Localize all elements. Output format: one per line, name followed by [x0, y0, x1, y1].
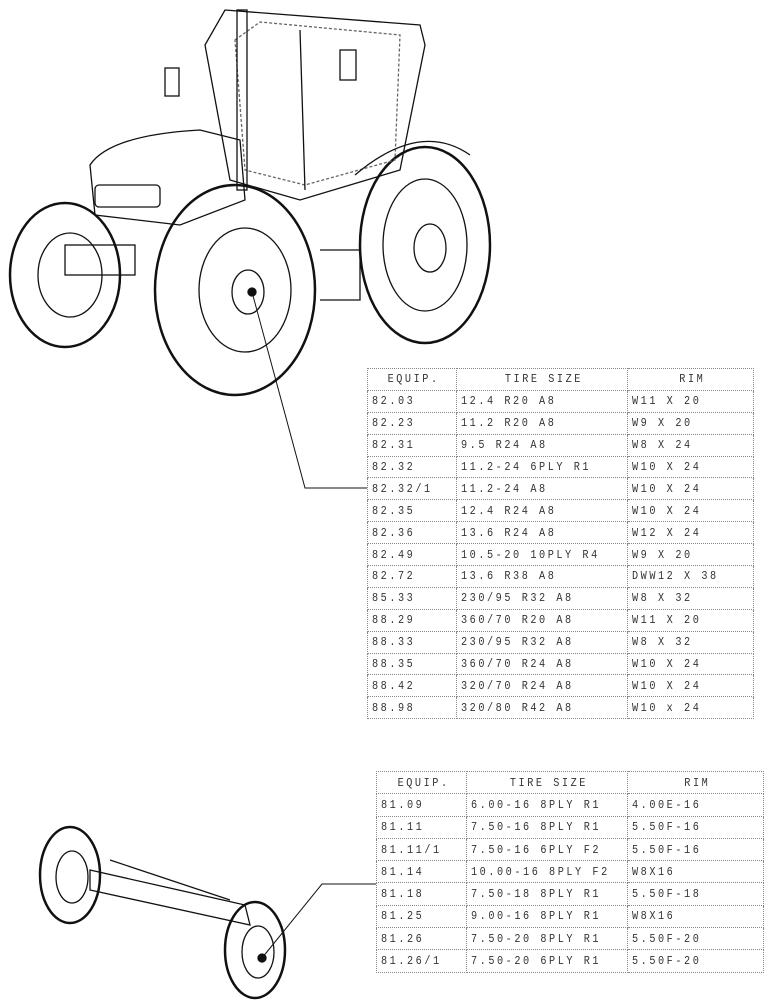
cell-text: TIRE SIZE	[509, 775, 589, 790]
cell-text: 82.36	[372, 525, 416, 540]
equip-cell	[368, 544, 457, 566]
cell-text: DWW12 X 38	[632, 569, 719, 584]
table-row	[368, 500, 754, 522]
cell-text: W10 X 24	[632, 678, 702, 693]
tire-size-cell	[467, 905, 628, 927]
table-row	[368, 390, 754, 412]
table-row	[368, 478, 754, 500]
cell-text: W8 X 32	[632, 591, 693, 606]
rim-cell	[628, 675, 754, 697]
cell-text: 320/70 R24 A8	[461, 678, 574, 693]
table-row	[377, 883, 764, 905]
rim-cell	[628, 412, 754, 434]
equip-cell	[368, 478, 457, 500]
rim-cell	[628, 631, 754, 653]
rim-cell	[628, 905, 764, 927]
equip-cell	[377, 772, 467, 794]
rim-cell	[628, 369, 754, 391]
rim-cell	[628, 609, 754, 631]
tire-size-cell	[467, 928, 628, 950]
cell-text: 10.5-20 10PLY R4	[461, 547, 600, 562]
cell-text: 81.25	[381, 909, 425, 924]
tire-size-cell	[457, 566, 628, 588]
cell-text: EQUIP.	[397, 775, 450, 790]
cell-text: 82.32	[372, 460, 416, 474]
equip-cell	[368, 653, 457, 675]
equip-cell	[377, 883, 467, 905]
cell-text: W9 X 20	[632, 416, 693, 431]
cell-text: 81.11/1	[381, 842, 442, 857]
cell-text: 88.29	[372, 613, 416, 628]
table-row	[368, 434, 754, 456]
rim-cell	[628, 772, 764, 794]
rim-cell	[628, 566, 754, 588]
cell-text: 230/95 R32 A8	[461, 591, 574, 606]
cell-text: 7.50-16 6PLY F2	[471, 842, 602, 857]
equip-cell	[368, 609, 457, 631]
cell-text: 5.50F-16	[632, 842, 702, 857]
equip-cell	[377, 950, 467, 972]
tire-size-cell	[467, 794, 628, 816]
cell-text: 7.50-20 6PLY R1	[471, 954, 602, 969]
cell-text: 88.98	[372, 700, 416, 715]
axle-illustration	[40, 827, 285, 998]
equip-cell	[368, 631, 457, 653]
tire-size-cell	[457, 412, 628, 434]
cell-text: 9.5 R24 A8	[461, 438, 548, 453]
cell-text: W8 X 32	[632, 635, 693, 650]
cell-text: RIM	[684, 775, 711, 790]
cell-text: 82.72	[372, 569, 416, 584]
rim-cell	[628, 861, 764, 883]
equip-cell	[368, 412, 457, 434]
table-row	[368, 609, 754, 631]
equip-cell	[377, 905, 467, 927]
tractor-illustration	[10, 10, 490, 395]
tire-size-cell	[457, 456, 628, 478]
cell-text: 320/80 R42 A8	[461, 700, 574, 715]
equip-cell	[368, 566, 457, 588]
equip-cell	[377, 838, 467, 860]
table-row	[377, 950, 764, 972]
rim-cell	[628, 390, 754, 412]
table-row	[377, 928, 764, 950]
table-header-row	[377, 772, 764, 794]
cell-text: 7.50-20 8PLY R1	[471, 931, 602, 946]
cell-text: 82.03	[372, 394, 416, 409]
cell-text: 13.6 R24 A8	[461, 525, 557, 540]
tire-size-cell	[457, 478, 628, 500]
rim-cell	[628, 456, 754, 478]
table-row	[368, 653, 754, 675]
cell-text: 7.50-18 8PLY R1	[471, 887, 602, 902]
tire-size-cell	[467, 816, 628, 838]
cell-text: W9 X 20	[632, 547, 693, 562]
cell-text: W10 X 24	[632, 460, 702, 474]
rim-cell	[628, 478, 754, 500]
cell-text: W10 X 24	[632, 503, 702, 518]
tire-size-cell	[467, 950, 628, 972]
table-row	[368, 587, 754, 609]
rim-cell	[628, 883, 764, 905]
tire-size-cell	[457, 587, 628, 609]
cell-text: 11.2-24 6PLY R1	[461, 460, 592, 474]
rim-cell	[628, 697, 754, 719]
tire-size-cell	[457, 675, 628, 697]
cell-text: 82.23	[372, 416, 416, 431]
table-row	[368, 544, 754, 566]
table-row	[377, 905, 764, 927]
rim-cell	[628, 950, 764, 972]
cell-text: 81.26	[381, 931, 425, 946]
equip-cell	[368, 456, 457, 478]
tire-size-cell	[457, 522, 628, 544]
cell-text: 4.00E-16	[632, 797, 702, 812]
cell-text: 13.6 R38 A8	[461, 569, 557, 584]
tire-size-cell	[467, 861, 628, 883]
cell-text: 12.4 R20 A8	[461, 394, 557, 409]
rim-cell	[628, 794, 764, 816]
tire-size-cell	[457, 369, 628, 391]
cell-text: 82.31	[372, 438, 416, 453]
cell-text: W10 x 24	[632, 700, 702, 715]
tire-size-cell	[467, 772, 628, 794]
cell-text: 81.14	[381, 864, 425, 879]
equip-cell	[368, 697, 457, 719]
table-row	[368, 412, 754, 434]
rim-cell	[628, 544, 754, 566]
equip-cell	[368, 390, 457, 412]
cell-text: 360/70 R24 A8	[461, 657, 574, 672]
cell-text: 360/70 R20 A8	[461, 613, 574, 628]
rim-cell	[628, 500, 754, 522]
cell-text: 88.35	[372, 657, 416, 672]
cell-text: 7.50-16 8PLY R1	[471, 820, 602, 835]
equip-cell	[368, 500, 457, 522]
cell-text: RIM	[679, 372, 706, 387]
cell-text: W11 X 20	[632, 613, 702, 628]
tire-size-cell	[457, 631, 628, 653]
cell-text: W8X16	[632, 864, 676, 879]
tire-size-cell	[457, 390, 628, 412]
cell-text: 82.32/1	[372, 481, 433, 496]
cell-text: W8X16	[632, 909, 676, 924]
cell-text: 81.18	[381, 887, 425, 902]
cell-text: 81.09	[381, 797, 425, 812]
cell-text: W12 X 24	[632, 525, 702, 540]
cell-text: W8 X 24	[632, 438, 693, 453]
front-axle-tire-table	[376, 771, 764, 973]
tractor-tire-table	[367, 368, 754, 719]
cell-text: 5.50F-20	[632, 931, 702, 946]
equip-cell	[368, 675, 457, 697]
equip-cell	[368, 369, 457, 391]
table-row	[377, 838, 764, 860]
cell-text: 11.2-24 A8	[461, 481, 548, 496]
cell-text: 82.35	[372, 503, 416, 518]
cell-text: 81.26/1	[381, 954, 442, 969]
cell-text: 9.00-16 8PLY R1	[471, 909, 602, 924]
rim-cell	[628, 928, 764, 950]
cell-text: 85.33	[372, 591, 416, 606]
equip-cell	[377, 816, 467, 838]
tire-size-cell	[457, 544, 628, 566]
tire-size-cell	[467, 883, 628, 905]
equip-cell	[377, 928, 467, 950]
tire-size-cell	[467, 838, 628, 860]
equip-cell	[377, 794, 467, 816]
cell-text: 82.49	[372, 547, 416, 562]
equip-cell	[368, 522, 457, 544]
cell-text: 6.00-16 8PLY R1	[471, 797, 602, 812]
cell-text: 88.33	[372, 635, 416, 650]
table-header-row	[368, 369, 754, 391]
equip-cell	[368, 587, 457, 609]
table-row	[377, 816, 764, 838]
table-row	[368, 631, 754, 653]
cell-text: 88.42	[372, 678, 416, 693]
cell-text: 230/95 R32 A8	[461, 635, 574, 650]
tire-size-cell	[457, 500, 628, 522]
cell-text: 12.4 R24 A8	[461, 503, 557, 518]
table-row	[368, 675, 754, 697]
cell-text: 5.50F-16	[632, 820, 702, 835]
cell-text: 5.50F-18	[632, 887, 702, 902]
table-row	[368, 566, 754, 588]
tire-size-cell	[457, 434, 628, 456]
equip-cell	[368, 434, 457, 456]
cell-text: 11.2 R20 A8	[461, 416, 557, 431]
cell-text: W11 X 20	[632, 394, 702, 409]
cell-text: 5.50F-20	[632, 954, 702, 969]
rim-cell	[628, 522, 754, 544]
cell-text: 81.11	[381, 820, 425, 835]
table-row	[368, 697, 754, 719]
rim-cell	[628, 653, 754, 675]
cell-text: 10.00-16 8PLY F2	[471, 864, 610, 879]
cell-text: W10 X 24	[632, 657, 702, 672]
equip-cell	[377, 861, 467, 883]
cell-text: TIRE SIZE	[504, 372, 584, 387]
table-row	[377, 861, 764, 883]
cell-text: W10 X 24	[632, 481, 702, 496]
table-row	[377, 794, 764, 816]
rim-cell	[628, 816, 764, 838]
tire-size-cell	[457, 653, 628, 675]
rim-cell	[628, 838, 764, 860]
table-row	[368, 456, 754, 478]
cell-text: EQUIP.	[387, 372, 441, 387]
rim-cell	[628, 587, 754, 609]
tire-size-cell	[457, 609, 628, 631]
rim-cell	[628, 434, 754, 456]
tire-size-cell	[457, 697, 628, 719]
table-row	[368, 522, 754, 544]
leader-lines	[252, 292, 376, 958]
